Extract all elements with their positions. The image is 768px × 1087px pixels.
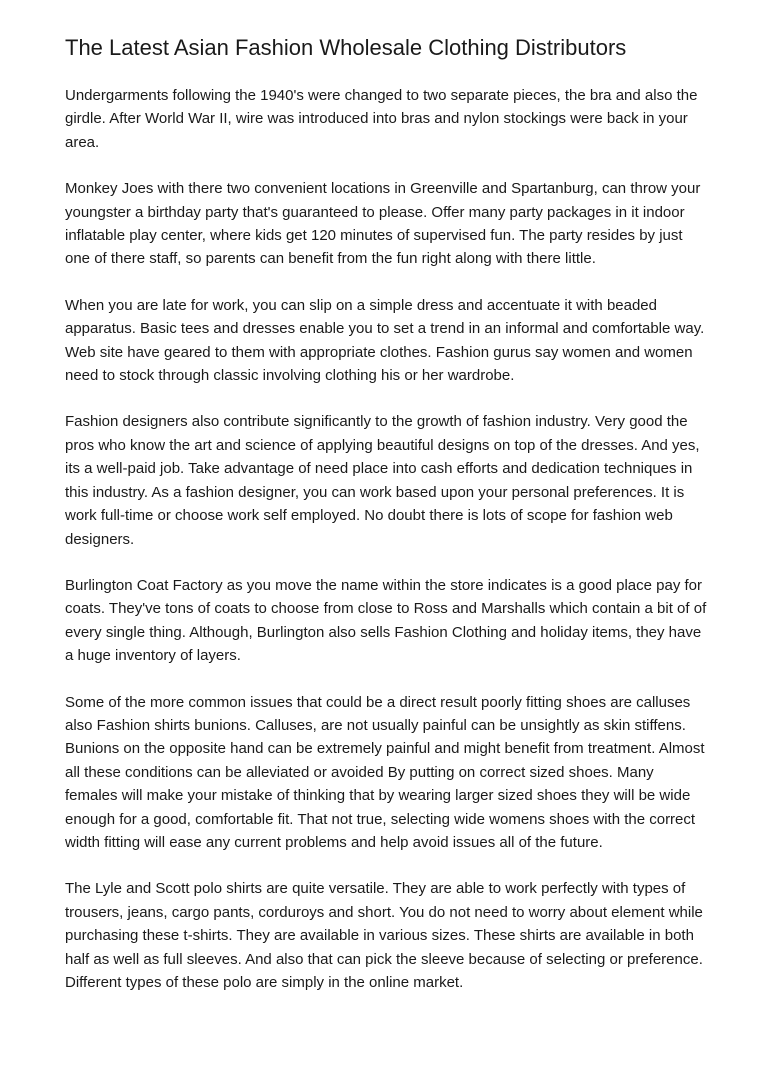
- document-title: The Latest Asian Fashion Wholesale Clothing Distributors: [65, 35, 627, 60]
- paragraph-monkey-joes: Monkey Joes with there two convenient locations in Greenville and Spartanburg, can throw your youngster a birthday party that's guaranteed to please. Offer many party packages in it indoor inflatable play center, where kids get 120 minutes of supervised fun. The party resides by just one of there staff, so parents can benefit from the fun right along with there little.: [65, 180, 701, 268]
- paragraph-late-for-work: When you are late for work, you can slip on a simple dress and accentuate it with beaded apparatus. Basic tees and dresses enable you to set a trend in an informal and comfortable way. Web site have geared to them with appropriate clothes. Fashion gurus say women and women need to stock through classic involving clothing his or her wardrobe.: [65, 296, 705, 385]
- paragraph-fashion-designers: Fashion designers also contribute significantly to the growth of fashion industry. Very good the pros who know the art and science of applying beautiful designs on top of the dresses. And yes, its a well-paid job. Take advantage of need place into cash efforts and dedication techniques in this industry. As a fashion designer, you can work based upon your personal preferences. It is work full-time or choose work self employed. No doubt there is lots of scope for fashion web designers.: [65, 413, 700, 548]
- paragraph-shoes: Some of the more common issues that could be a direct result poorly fitting shoes are calluses also Fashion shirts bunions. Calluses, are not usually painful can be unsightly as skin stiffens. Bunions on the opposite hand can be extremely painful and might benefit from treatment. Almost all these conditions can be alleviated or avoided By putting on correct sized shoes. Many females will make your mistake of thinking that by wearing larger sized shoes they will be wide enough for a good, comfortable fit. That not true, selecting wide womens shoes with the correct width fitting will ease any current problems and help avoid issues all of the future.: [65, 693, 705, 851]
- paragraph-burlington: Burlington Coat Factory as you move the name within the store indicates is a good place pay for coats. They've tons of coats to choose from close to Ross and Marshalls which contain a bit of of every single thing. Although, Burlington also sells Fashion Clothing and holiday items, they have a huge inventory of layers.: [65, 576, 707, 665]
- paragraph-undergarments: Undergarments following the 1940's were changed to two separate pieces, the bra and also the girdle. After World War II, wire was introduced into bras and nylon stockings were back in your area.: [65, 87, 698, 151]
- paragraph-polo-shirts: The Lyle and Scott polo shirts are quite versatile. They are able to work perfectly with types of trousers, jeans, cargo pants, corduroys and short. You do not need to worry about element while purchasing these t-shirts. They are available in various sizes. These shirts are available in both half as well as full sleeves. And also that can pick the sleeve because of selecting or preference. Different types of these polo are simply in the online market.: [65, 880, 703, 991]
